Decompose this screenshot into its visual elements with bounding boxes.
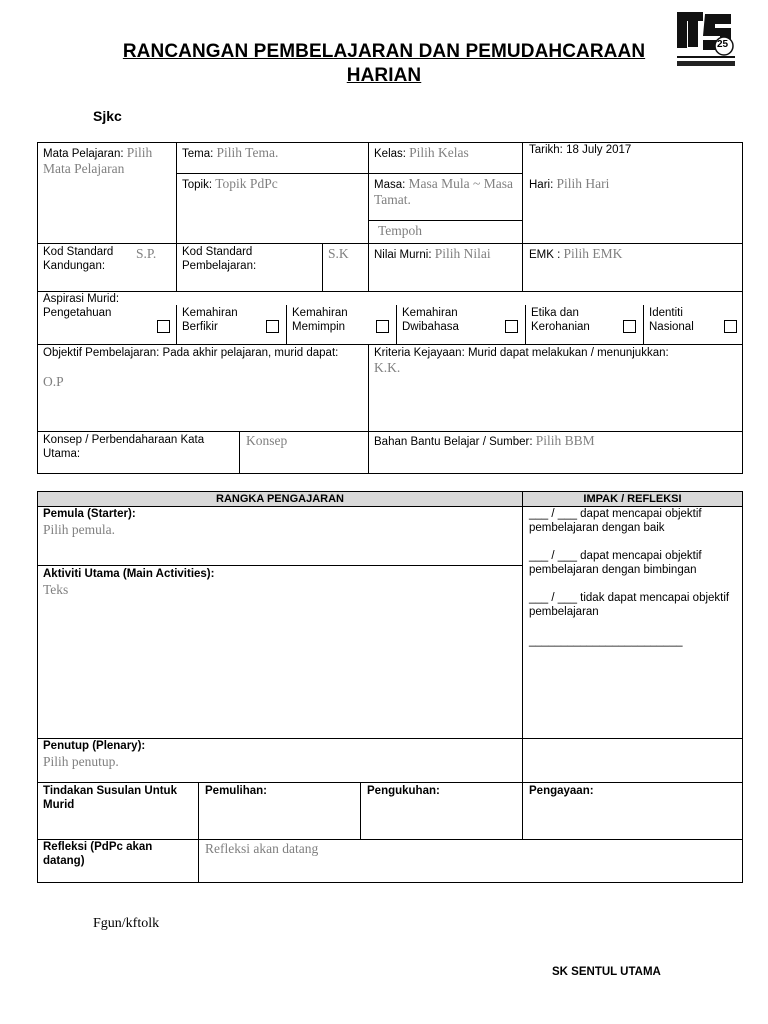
aspirasi-item-label: Memimpin xyxy=(292,321,346,333)
kod-sk-label-line2: Kandungan: xyxy=(43,260,106,272)
emk-label: EMK : xyxy=(529,249,561,261)
aspirasi-item-label: Kerohanian xyxy=(531,321,590,333)
kod-sp-label-line2: Pembelajaran: xyxy=(182,260,257,272)
nilai-label: Nilai Murni: xyxy=(374,249,432,261)
masa-field[interactable]: Masa Mula ~ Masa Tamat. xyxy=(374,176,513,207)
berfikir-checkbox[interactable] xyxy=(266,320,279,333)
emk-field[interactable]: Pilih EMK xyxy=(563,246,623,261)
aspirasi-item-dwibahasa xyxy=(402,306,459,334)
impak-header: IMPAK / REFLEKSI xyxy=(523,492,742,506)
document-title xyxy=(100,40,668,88)
aspirasi-item-label: Berfikir xyxy=(182,321,218,333)
kriteria-field[interactable]: K.K. xyxy=(374,360,401,375)
aspirasi-label: Aspirasi Murid: xyxy=(43,293,120,305)
tarikh-label: Tarikh: xyxy=(529,144,563,156)
aspirasi-item-label: Pengetahuan xyxy=(43,307,112,319)
bahan-field[interactable]: Pilih BBM xyxy=(535,433,595,448)
aspirasi-item-kerohanian xyxy=(531,306,590,334)
pemula-field[interactable]: Pilih pemula. xyxy=(43,522,115,537)
kerohanian-checkbox[interactable] xyxy=(623,320,636,333)
refleksi-field[interactable]: Refleksi akan datang xyxy=(205,841,319,856)
aspirasi-item-pengetahuan xyxy=(43,306,111,320)
penutup-label: Penutup (Plenary): xyxy=(43,740,146,752)
nilai-cell xyxy=(374,246,491,262)
masa-label: Masa: xyxy=(374,179,406,191)
aspirasi-item-berfikir xyxy=(182,306,238,334)
kod-sp-label-line1: Kod Standard xyxy=(182,246,253,258)
bahan-label: Bahan Bantu Belajar / Sumber: xyxy=(374,436,533,448)
konsep-label: Konsep / Perbendaharaan Kata Utama: xyxy=(43,434,205,460)
nilai-field[interactable]: Pilih Nilai xyxy=(434,246,491,261)
signature-text: Fgun/kftolk xyxy=(93,916,160,931)
kod-sk-label-line1: Kod Standard xyxy=(43,246,114,258)
pemulihan-label: Pemulihan: xyxy=(205,785,267,797)
school-short-name: Sjkc xyxy=(93,108,122,124)
emk-cell xyxy=(529,246,622,262)
title-line-1: RANCANGAN PEMBELAJARAN DAN PEMUDAHCARAAN xyxy=(122,41,646,62)
objektif-label: Objektif Pembelajaran: Pada akhir pelajaran, murid dapat: xyxy=(43,347,339,359)
masa-cell xyxy=(374,176,514,208)
impak-item-3: ___ / ___ tidak dapat mencapai objektif pembelajaran xyxy=(529,592,730,618)
tarikh-cell xyxy=(529,143,631,157)
aspirasi-item-nasional xyxy=(649,306,694,334)
aspirasi-item-label: Nasional xyxy=(649,321,694,333)
aspirasi-item-label: Etika dan xyxy=(531,307,579,319)
aktiviti-label: Aktiviti Utama (Main Activities): xyxy=(43,568,215,580)
pemula-label: Pemula (Starter): xyxy=(43,508,136,520)
rangka-header: RANGKA PENGAJARAN xyxy=(38,492,522,506)
tindakan-label: Tindakan Susulan Untuk Murid xyxy=(43,785,177,811)
impak-item-2: ___ / ___ dapat mencapai objektif pembelajaran dengan bimbingan xyxy=(529,550,702,576)
logo-number: 25 xyxy=(717,39,729,50)
aspirasi-item-label: Dwibahasa xyxy=(402,321,459,333)
kriteria-label: Kriteria Kejayaan: Murid dapat melakukan / menunjukkan: xyxy=(374,347,669,359)
objektif-field[interactable]: O.P xyxy=(43,374,64,389)
aspirasi-item-label: Identiti xyxy=(649,307,683,319)
topik-field[interactable]: Topik PdPc xyxy=(215,176,278,191)
topik-label: Topik: xyxy=(182,179,213,191)
kod-sk-label xyxy=(43,245,113,273)
refleksi-label: Refleksi (PdPc akan datang) xyxy=(43,841,153,867)
aspirasi-item-memimpin xyxy=(292,306,348,334)
title-line-2: HARIAN xyxy=(346,65,422,86)
pengayaan-label: Pengayaan: xyxy=(529,785,594,797)
aktiviti-field[interactable]: Teks xyxy=(43,582,69,597)
aspirasi-item-label: Kemahiran xyxy=(402,307,458,319)
penutup-field[interactable]: Pilih penutup. xyxy=(43,754,119,769)
kod-sp-label xyxy=(182,245,256,273)
kelas-cell xyxy=(374,145,469,161)
ts25-logo xyxy=(675,8,737,70)
mata-pelajaran-label: Mata Pelajaran: xyxy=(43,148,124,160)
aspirasi-item-label: Kemahiran xyxy=(292,307,348,319)
tempoh-field[interactable]: Tempoh xyxy=(378,223,423,238)
impak-item-1: ___ / ___ dapat mencapai objektif pembelajaran dengan baik xyxy=(529,508,702,534)
bahan-cell xyxy=(374,433,595,449)
dwibahasa-checkbox[interactable] xyxy=(505,320,518,333)
kod-sk-field[interactable]: S.P. xyxy=(136,246,157,261)
memimpin-checkbox[interactable] xyxy=(376,320,389,333)
kelas-field[interactable]: Pilih Kelas xyxy=(409,145,469,160)
tema-field[interactable]: Pilih Tema. xyxy=(216,145,279,160)
tema-label: Tema: xyxy=(182,148,214,160)
mata-pelajaran-field[interactable]: Pilih Mata Pelajaran xyxy=(43,145,153,176)
mata-pelajaran-cell xyxy=(43,145,175,177)
hari-label: Hari: xyxy=(529,179,554,191)
kelas-label: Kelas: xyxy=(374,148,406,160)
pengukuhan-label: Pengukuhan: xyxy=(367,785,440,797)
pengetahuan-checkbox[interactable] xyxy=(157,320,170,333)
topik-cell xyxy=(182,176,278,192)
tema-cell xyxy=(182,145,278,161)
hari-cell xyxy=(529,176,609,192)
nasional-checkbox[interactable] xyxy=(724,320,737,333)
tarikh-field[interactable]: 18 July 2017 xyxy=(566,144,632,156)
konsep-field[interactable]: Konsep xyxy=(246,433,288,448)
school-name-footer: SK SENTUL UTAMA xyxy=(552,966,661,978)
aspirasi-item-label: Kemahiran xyxy=(182,307,238,319)
hari-field[interactable]: Pilih Hari xyxy=(556,176,610,191)
impak-line: ________________________ xyxy=(529,635,683,647)
kod-sp-field[interactable]: S.K xyxy=(328,246,349,261)
